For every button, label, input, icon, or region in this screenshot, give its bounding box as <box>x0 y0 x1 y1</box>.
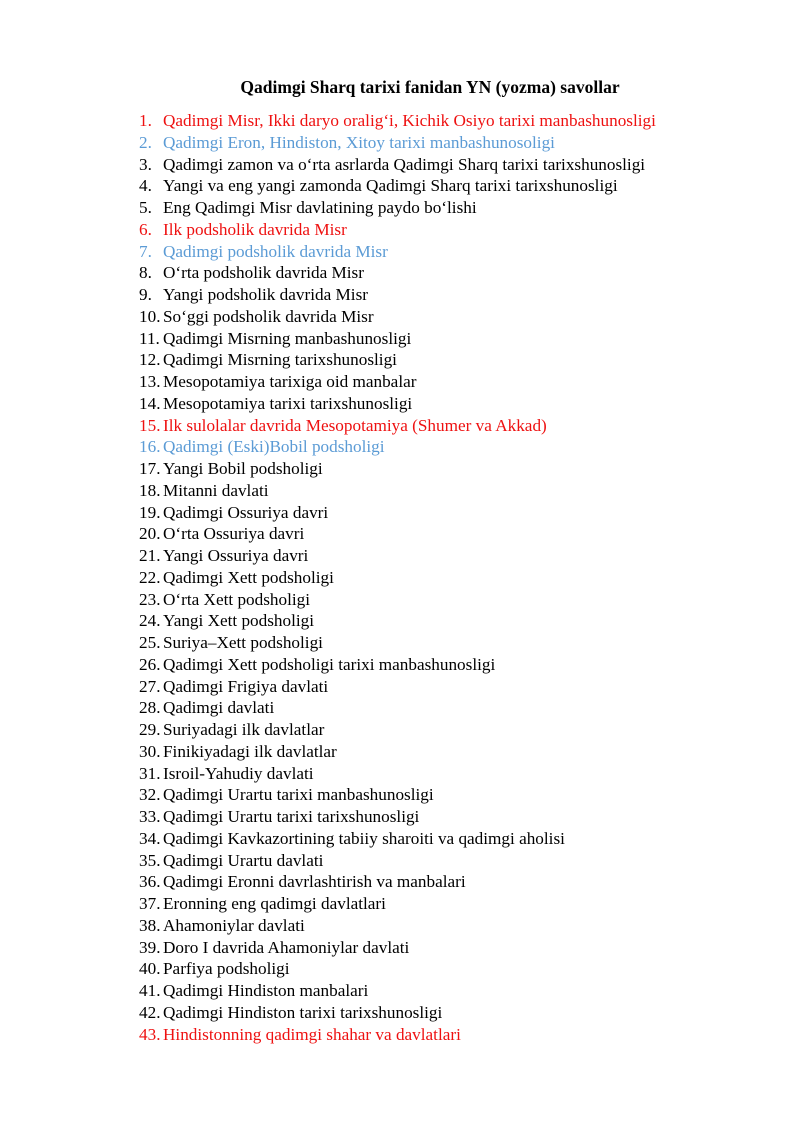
list-item-number: 3. <box>139 154 152 174</box>
list-item-text: Qadimgi davlati <box>163 698 275 718</box>
list-item <box>139 241 656 263</box>
list-item <box>139 676 656 698</box>
list-item-text: Ilk podsholik davrida Misr <box>163 219 347 239</box>
list-item-number: 25. <box>139 633 161 652</box>
list-item-number: 20. <box>139 524 161 544</box>
list-item-number: 16. <box>139 437 161 457</box>
list-item-number: 10. <box>139 306 161 326</box>
list-item-text: Hindistonning qadimgi shahar va davlatlari <box>163 1024 461 1044</box>
list-item-text: Eng Qadimgi Misr davlatining paydo bo‘lishi <box>163 198 477 217</box>
list-item <box>139 132 656 154</box>
list-item <box>139 784 656 806</box>
list-item <box>139 306 656 328</box>
list-item-number: 37. <box>139 894 161 913</box>
list-item-text: Yangi Xett podsholigi <box>163 611 315 631</box>
list-item-number: 19. <box>139 502 161 522</box>
list-item <box>139 545 656 567</box>
list-item-text: Qadimgi Urartu davlati <box>163 850 324 870</box>
list-item-text: Yangi Bobil podsholigi <box>163 459 323 478</box>
list-item-text: Qadimgi Hindiston manbalari <box>163 981 369 1000</box>
list-item-text: Yangi Ossuriya davri <box>163 546 309 565</box>
list-item-text: Qadimgi Hindiston tarixi tarixshunosligi <box>163 1002 443 1022</box>
list-item-text: Qadimgi (Eski)Bobil podsholigi <box>163 437 385 457</box>
list-item-text: Qadimgi Eronni davrlashtirish va manbalari <box>163 872 466 892</box>
list-item-number: 11. <box>139 328 160 348</box>
list-item-number: 22. <box>139 567 161 587</box>
list-item <box>139 850 656 872</box>
list-item-number: 24. <box>139 611 161 631</box>
list-item <box>139 154 656 176</box>
list-item <box>139 393 656 415</box>
list-item-text: Eronning eng qadimgi davlatlari <box>163 894 386 913</box>
list-item <box>139 197 656 219</box>
list-item <box>139 915 656 937</box>
list-item-number: 18. <box>139 480 161 500</box>
list-item-number: 39. <box>139 937 161 957</box>
list-item-number: 6. <box>139 219 152 239</box>
list-item <box>139 871 656 893</box>
list-item-number: 13. <box>139 372 161 391</box>
list-item <box>139 110 656 132</box>
list-item-text: O‘rta podsholik davrida Misr <box>163 263 364 283</box>
list-item <box>139 1024 656 1046</box>
list-item <box>139 589 656 611</box>
list-item-number: 21. <box>139 546 161 565</box>
list-item-text: Finikiyadagi ilk davlatlar <box>163 741 337 761</box>
list-item <box>139 480 656 502</box>
list-item-text: Qadimgi Misr, Ikki daryo oralig‘i, Kichik Osiyo tarixi manbashunosligi <box>163 111 656 130</box>
list-item-number: 4. <box>139 176 152 196</box>
page-title: Qadimgi Sharq tarixi fanidan YN (yozma) savollar <box>240 77 620 97</box>
list-item-text: Qadimgi zamon va o‘rta asrlarda Qadimgi Sharq tarixi tarixshunosligi <box>163 154 646 174</box>
list-item-number: 33. <box>139 807 161 826</box>
list-item <box>139 567 656 589</box>
list-item-number: 31. <box>139 763 161 783</box>
list-item-text: Qadimgi Frigiya davlati <box>163 676 329 696</box>
list-item-text: Qadimgi Misrning manbashunosligi <box>163 328 412 348</box>
list-item <box>139 632 656 654</box>
list-item <box>139 328 656 350</box>
list-item-number: 35. <box>139 850 161 870</box>
list-item-text: Qadimgi Urartu tarixi tarixshunosligi <box>163 807 420 826</box>
question-list <box>139 110 656 1045</box>
list-item-text: Isroil-Yahudiy davlati <box>163 763 314 783</box>
list-item-text: Suriya–Xett podsholigi <box>163 633 323 652</box>
list-item-text: Mitanni davlati <box>163 480 269 500</box>
list-item-number: 41. <box>139 981 161 1000</box>
list-item <box>139 980 656 1002</box>
list-item-text: Ahamoniylar davlati <box>163 915 305 935</box>
list-item <box>139 502 656 524</box>
list-item <box>139 741 656 763</box>
list-item-text: So‘ggi podsholik davrida Misr <box>163 306 374 326</box>
list-item-text: Qadimgi Xett podsholigi <box>163 567 334 587</box>
list-item-number: 14. <box>139 393 161 413</box>
list-item <box>139 719 656 741</box>
list-item <box>139 523 656 545</box>
list-item-text: Parfiya podsholigi <box>163 959 290 979</box>
list-item-number: 38. <box>139 915 161 935</box>
list-item-text: Qadimgi Xett podsholigi tarixi manbashunosligi <box>163 654 496 674</box>
list-item-number: 40. <box>139 959 161 979</box>
list-item-number: 2. <box>139 132 152 152</box>
list-item-text: Yangi va eng yangi zamonda Qadimgi Sharq tarixi tarixshunosligi <box>163 176 618 196</box>
list-item-number: 9. <box>139 285 152 304</box>
list-item-number: 32. <box>139 785 161 805</box>
list-item <box>139 415 656 437</box>
list-item <box>139 1002 656 1024</box>
list-item-text: Mesopotamiya tarixi tarixshunosligi <box>163 393 413 413</box>
list-item-text: O‘rta Xett podsholigi <box>163 589 311 609</box>
list-item-number: 23. <box>139 589 161 609</box>
list-item-number: 34. <box>139 828 161 848</box>
list-item-text: O‘rta Ossuriya davri <box>163 524 305 544</box>
list-item-number: 12. <box>139 350 161 370</box>
list-item <box>139 349 656 371</box>
list-item-text: Ilk sulolalar davrida Mesopotamiya (Shumer va Akkad) <box>163 415 547 435</box>
list-item-text: Qadimgi Ossuriya davri <box>163 502 329 522</box>
list-item-number: 43. <box>139 1024 161 1044</box>
list-item-text: Qadimgi Urartu tarixi manbashunosligi <box>163 785 434 805</box>
list-item <box>139 436 656 458</box>
list-item-text: Doro I davrida Ahamoniylar davlati <box>163 937 410 957</box>
list-item <box>139 458 656 480</box>
list-item <box>139 958 656 980</box>
list-item-number: 26. <box>139 654 161 674</box>
list-item-number: 8. <box>139 263 152 283</box>
list-item-number: 1. <box>139 111 152 130</box>
list-item-number: 30. <box>139 741 161 761</box>
list-item <box>139 893 656 915</box>
list-item-text: Qadimgi Misrning tarixshunosligi <box>163 350 397 370</box>
list-item-text: Qadimgi podsholik davrida Misr <box>163 241 388 261</box>
list-item-number: 5. <box>139 198 152 217</box>
list-item-number: 17. <box>139 459 161 478</box>
list-item-number: 42. <box>139 1002 161 1022</box>
list-item <box>139 763 656 785</box>
list-item <box>139 219 656 241</box>
list-item <box>139 828 656 850</box>
list-item-text: Qadimgi Eron, Hindiston, Xitoy tarixi manbashunosoligi <box>163 132 555 152</box>
list-item <box>139 262 656 284</box>
list-item <box>139 371 656 393</box>
list-item <box>139 697 656 719</box>
list-item-text: Mesopotamiya tarixiga oid manbalar <box>163 372 417 391</box>
list-item-text: Qadimgi Kavkazortining tabiiy sharoiti va qadimgi aholisi <box>163 828 565 848</box>
list-item <box>139 654 656 676</box>
list-item-number: 15. <box>139 415 161 435</box>
list-item <box>139 610 656 632</box>
list-item <box>139 937 656 959</box>
list-item <box>139 284 656 306</box>
list-item-text: Yangi podsholik davrida Misr <box>163 285 368 304</box>
list-item-text: Suriyadagi ilk davlatlar <box>163 720 325 739</box>
list-item-number: 36. <box>139 872 161 892</box>
list-item-number: 28. <box>139 698 161 718</box>
list-item <box>139 175 656 197</box>
list-item-number: 7. <box>139 241 152 261</box>
list-item-number: 27. <box>139 676 161 696</box>
list-item <box>139 806 656 828</box>
list-item-number: 29. <box>139 720 161 739</box>
